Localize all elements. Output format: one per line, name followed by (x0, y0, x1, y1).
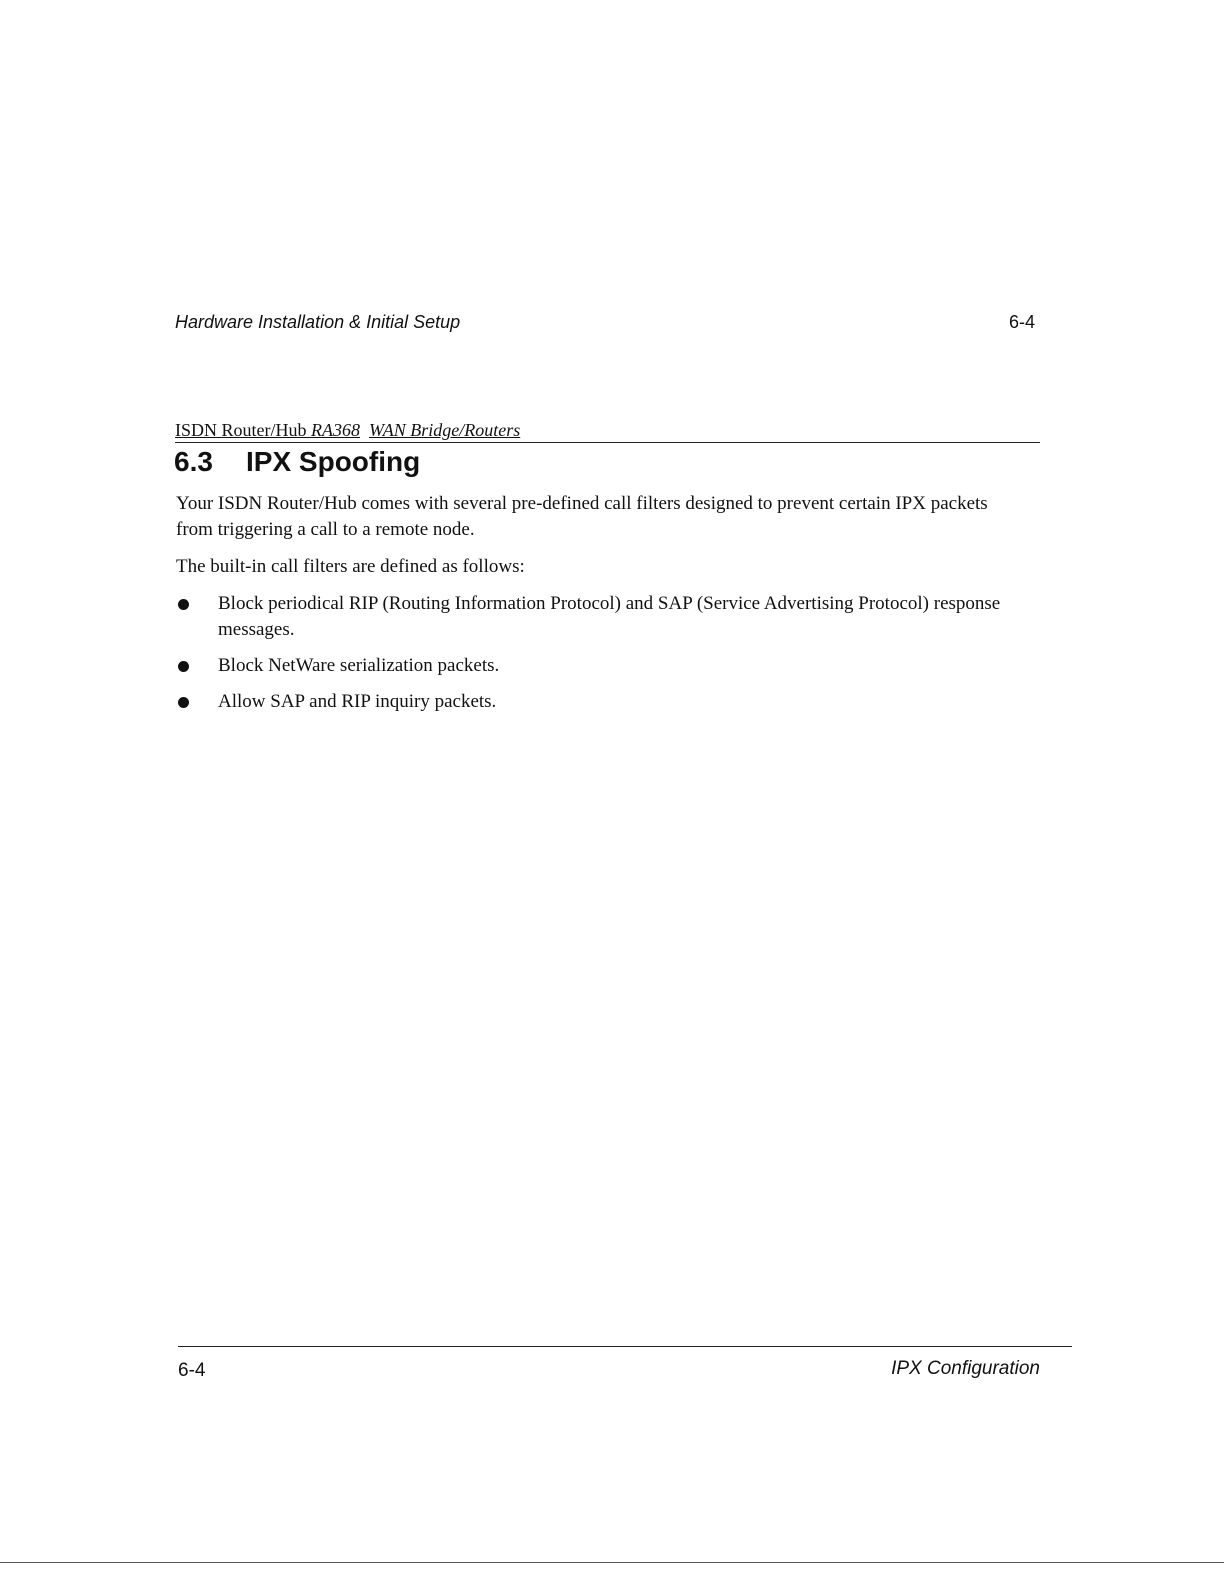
filters-intro-paragraph: The built-in call filters are defined as follows: (176, 556, 525, 577)
list-item-text: Allow SAP and RIP inquiry packets. (218, 691, 497, 712)
page-edge-divider (0, 1562, 1224, 1563)
section-heading (174, 446, 420, 478)
list-item-text: Block periodical RIP (Routing Information Protocol) and SAP (Service Advertising Protocol) response messages. (218, 593, 1001, 640)
running-head-product: WAN Bridge/Routers (369, 420, 521, 440)
filter-list (176, 591, 1006, 725)
list-item (176, 689, 1006, 715)
list-item-text: Block NetWare serialization packets. (218, 655, 500, 676)
document-header (175, 312, 1035, 333)
header-title: Hardware Installation & Initial Setup (175, 312, 461, 332)
list-item (176, 653, 1006, 679)
footer-chapter-title: IPX Configuration (891, 1358, 1040, 1379)
running-head (175, 420, 1040, 443)
running-head-model: RA368 (311, 420, 360, 440)
section-number: 6.3 (174, 446, 213, 477)
footer-divider (178, 1346, 1072, 1347)
intro-paragraph: Your ISDN Router/Hub comes with several pre-defined call filters designed to prevent certain IPX packets from triggering a call to a remote node. (176, 493, 988, 540)
list-item (176, 591, 1006, 643)
section-title: IPX Spoofing (246, 446, 421, 477)
running-head-prefix: ISDN Router/Hub (175, 420, 311, 440)
bullet-icon (178, 661, 189, 672)
bullet-icon (178, 697, 189, 708)
bullet-icon (178, 599, 189, 610)
header-page-number: 6-4 (1008, 312, 1035, 332)
footer-page-number: 6-4 (178, 1360, 206, 1381)
